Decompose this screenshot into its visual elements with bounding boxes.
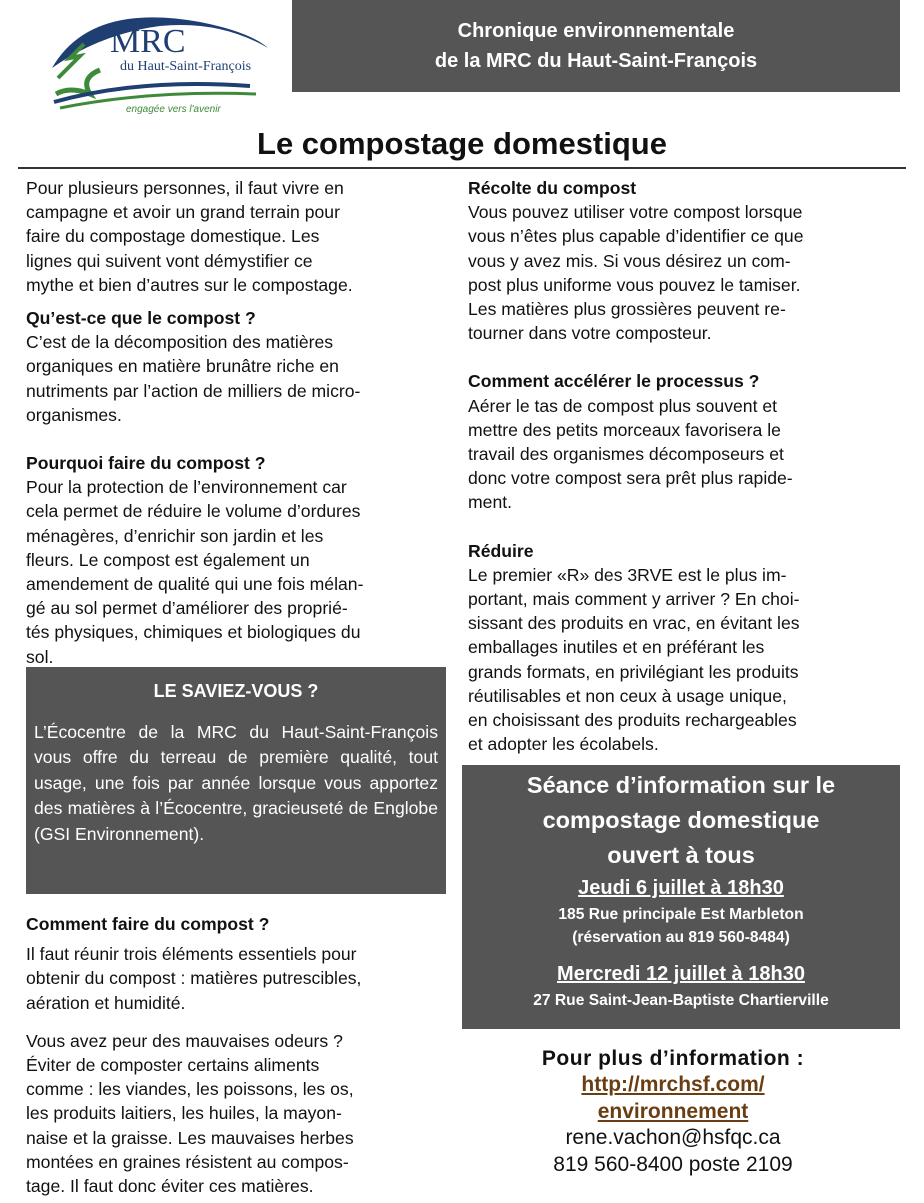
contact-phone: 819 560-8400 poste 2109 — [553, 1152, 793, 1176]
contact-block — [468, 1046, 878, 1178]
website-link-line-2[interactable]: environnement — [597, 1099, 749, 1123]
body-line: donc votre compost sera prêt plus rapide- — [468, 468, 793, 489]
body-line: Pour la protection de l’environnement car — [26, 477, 347, 498]
body-line: naise et la graisse. Les mauvaises herbes — [26, 1127, 354, 1148]
contact-heading: Pour plus d’information : — [541, 1047, 805, 1070]
body-line: vous n’êtes plus capable d’identifier ce que — [468, 226, 804, 247]
body-line: tés physiques, chimiques et biologiques du — [26, 622, 361, 643]
section-heading-what-is-compost: Qu’est-ce que le compost ? — [26, 308, 256, 329]
session-title-line-1: Séance d’information sur le — [526, 772, 836, 798]
did-you-know-title: LE SAVIEZ-VOUS ? — [153, 681, 319, 701]
website-link-line-1[interactable]: http://mrchsf.com/ — [581, 1073, 765, 1097]
body-line: mettre des petits morceaux favorisera le — [468, 419, 781, 440]
section-heading-how-to-compost: Comment faire du compost ? — [26, 914, 270, 934]
body-line: amendement de qualité qui une fois mélan- — [26, 574, 364, 595]
body-line: grands formats, en privilégiant les produits — [468, 661, 799, 682]
body-line: comme : les viandes, les poissons, les os, — [26, 1079, 354, 1100]
body-line: Les matières plus grossières peuvent re- — [468, 299, 786, 320]
section-heading-accelerate: Comment accélérer le processus ? — [468, 371, 760, 392]
did-you-know-body: L’Écocentre de la MRC du Haut-Saint-François vous offre du terreau de première qualité, tout usage, une fois par année lorsque vous apportez des matières à l’Écocentre, gracieuseté de Englobe (GSI Environnement). — [34, 722, 438, 844]
body-line: travail des organismes décomposeurs et — [468, 444, 784, 465]
left-column — [26, 176, 456, 669]
chronicle-line-1: Chronique environnementale — [457, 20, 735, 42]
logo-brand: MRC — [110, 23, 186, 60]
body-line: portant, mais comment y arriver ? En choi- — [468, 589, 800, 610]
session-date-2: Mercredi 12 juillet à 18h30 — [557, 963, 805, 985]
body-line: organiques en matière brunâtre riche en — [26, 356, 339, 377]
body-line: cela permet de réduire le volume d’ordures — [26, 501, 361, 522]
session-date-1: Jeudi 6 juillet à 18h30 — [578, 877, 784, 899]
body-line: sissant des produits en vrac, en évitant les — [468, 613, 800, 634]
body-line: tourner dans votre composteur. — [468, 323, 712, 344]
left-column-lower — [26, 912, 456, 1198]
logo-tagline: engagée vers l'avenir — [126, 104, 221, 115]
body-line: tage. Il faut donc éviter ces matières. — [26, 1176, 314, 1197]
body-line: montées en graines résistent au compos- — [26, 1151, 349, 1172]
body-line: organismes. — [26, 404, 122, 425]
intro-line: mythe et bien d’autres sur le compostage. — [26, 274, 353, 295]
session-address-1: 185 Rue principale Est Marbleton — [558, 906, 804, 923]
mrc-logo — [50, 8, 272, 120]
intro-paragraph — [26, 176, 456, 297]
title-divider — [18, 167, 906, 169]
section-heading-harvest: Récolte du compost — [468, 178, 637, 198]
body-line: sol. — [26, 646, 54, 667]
body-line: fleurs. Le compost est également un — [26, 549, 310, 570]
body-line: Il faut réunir trois éléments essentiels pour — [26, 944, 357, 965]
body-line: Vous avez peur des mauvaises odeurs ? — [26, 1030, 343, 1051]
section-heading-reduce: Réduire — [468, 540, 534, 561]
section-heading-why-compost: Pourquoi faire du compost ? — [26, 453, 266, 474]
right-column — [468, 176, 896, 756]
intro-line: campagne et avoir un grand terrain pour — [26, 202, 340, 223]
body-line: nutriments par l’action de milliers de micro- — [26, 380, 361, 401]
session-address-2: 27 Rue Saint-Jean-Baptiste Chartierville — [533, 992, 829, 1009]
body-line: Vous pouvez utiliser votre compost lorsque — [468, 202, 803, 223]
body-line: Le premier «R» des 3RVE est le plus im- — [468, 564, 787, 585]
body-line: Aérer le tas de compost plus souvent et — [468, 395, 778, 416]
intro-line: faire du compostage domestique. Les — [26, 226, 320, 247]
page-title: Le compostage domestique — [257, 126, 667, 161]
body-line: gé au sol permet d’améliorer des proprié- — [26, 598, 348, 619]
contact-email: rene.vachon@hsfqc.ca — [565, 1126, 781, 1150]
body-line: obtenir du compost : matières putrescibles, — [26, 968, 362, 989]
body-line: post plus uniforme vous pouvez le tamiser. — [468, 274, 801, 295]
body-line: en choisissant des produits rechargeables — [468, 710, 797, 731]
session-title-line-2: compostage domestique — [542, 807, 820, 833]
session-title-line-3: ouvert à tous — [607, 842, 755, 868]
body-line: ment. — [468, 492, 513, 513]
info-session-box — [462, 765, 900, 1029]
intro-line: Pour plusieurs personnes, il faut vivre en — [26, 178, 344, 198]
session-reservation: (réservation au 819 560-8484) — [572, 929, 790, 946]
chronicle-line-2: de la MRC du Haut-Saint-François — [434, 50, 758, 72]
did-you-know-box — [26, 667, 446, 894]
body-line: Éviter de composter certains aliments — [26, 1055, 320, 1076]
body-line: aération et humidité. — [26, 992, 186, 1013]
body-line: emballages inutiles et en préférant les — [468, 637, 765, 658]
body-line: et adopter les écolabels. — [468, 734, 659, 755]
body-line: ménagères, d’enrichir son jardin et les — [26, 525, 324, 546]
body-line: réutilisables et non ceux à usage unique, — [468, 685, 787, 706]
body-line: vous y avez mis. Si vous désirez un com- — [468, 250, 791, 271]
body-line: C’est de la décomposition des matières — [26, 332, 334, 353]
header-band — [292, 0, 900, 92]
intro-line: lignes qui suivent vont démystifier ce — [26, 250, 313, 271]
logo-subtitle: du Haut-Saint-François — [120, 59, 252, 74]
body-line: les produits laitiers, les huiles, la mayon- — [26, 1103, 342, 1124]
